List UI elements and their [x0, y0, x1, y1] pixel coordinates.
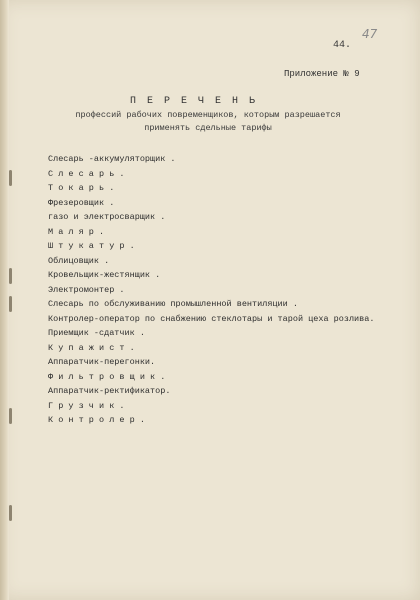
list-item: Ш т у к а т у р . [48, 241, 135, 251]
document-subtitle [58, 109, 358, 135]
binding-hole [9, 505, 12, 521]
profession-list [48, 152, 388, 428]
list-item: Слесарь по обслуживанию промышленной вентиляции . [48, 299, 298, 309]
list-item: Электромонтер . [48, 284, 125, 295]
list-item: К о н т р о л е р . [48, 415, 145, 425]
list-item: М а л я р . [48, 226, 105, 237]
binding-hole [9, 170, 12, 186]
list-item: Слесарь -аккумуляторщик . [48, 154, 176, 164]
list-item: Аппаратчик-перегонки. [48, 357, 156, 367]
list-item: Ф и л ь т р о в щ и к . [48, 371, 166, 382]
list-item: С л е с а р ь . [48, 168, 125, 179]
list-item: газо и электросварщик . [48, 212, 166, 222]
list-item: Облицовщик . [48, 255, 110, 266]
list-item: Контролер-оператор по снабжению стеклотары и тарой цеха розлива. [48, 313, 375, 324]
subtitle-line: профессий рабочих повременщиков, которым разрешается [75, 110, 341, 120]
list-item: Кровельщик-жестянщик . [48, 270, 161, 280]
list-item: Приемщик -сдатчик . [48, 328, 145, 338]
binding-hole [9, 296, 12, 312]
binding-hole [9, 408, 12, 424]
subtitle-line: применять сдельные тарифы [144, 123, 272, 133]
handwritten-page-number: 47 [362, 27, 378, 41]
list-item: Фрезеровщик . [48, 197, 115, 208]
page-number: 44. [333, 40, 352, 51]
binding-edge [0, 0, 9, 600]
list-item: К у п а ж и с т . [48, 342, 135, 353]
list-item: Аппаратчик-ректификатор. [48, 386, 171, 396]
document-title: П Е Р Е Ч Е Н Ь [130, 96, 258, 107]
list-item: Т о к а р ь . [48, 183, 115, 193]
binding-hole [9, 268, 12, 284]
appendix-label: Приложение № 9 [284, 69, 360, 79]
list-item: Г р у з ч и к . [48, 400, 125, 411]
